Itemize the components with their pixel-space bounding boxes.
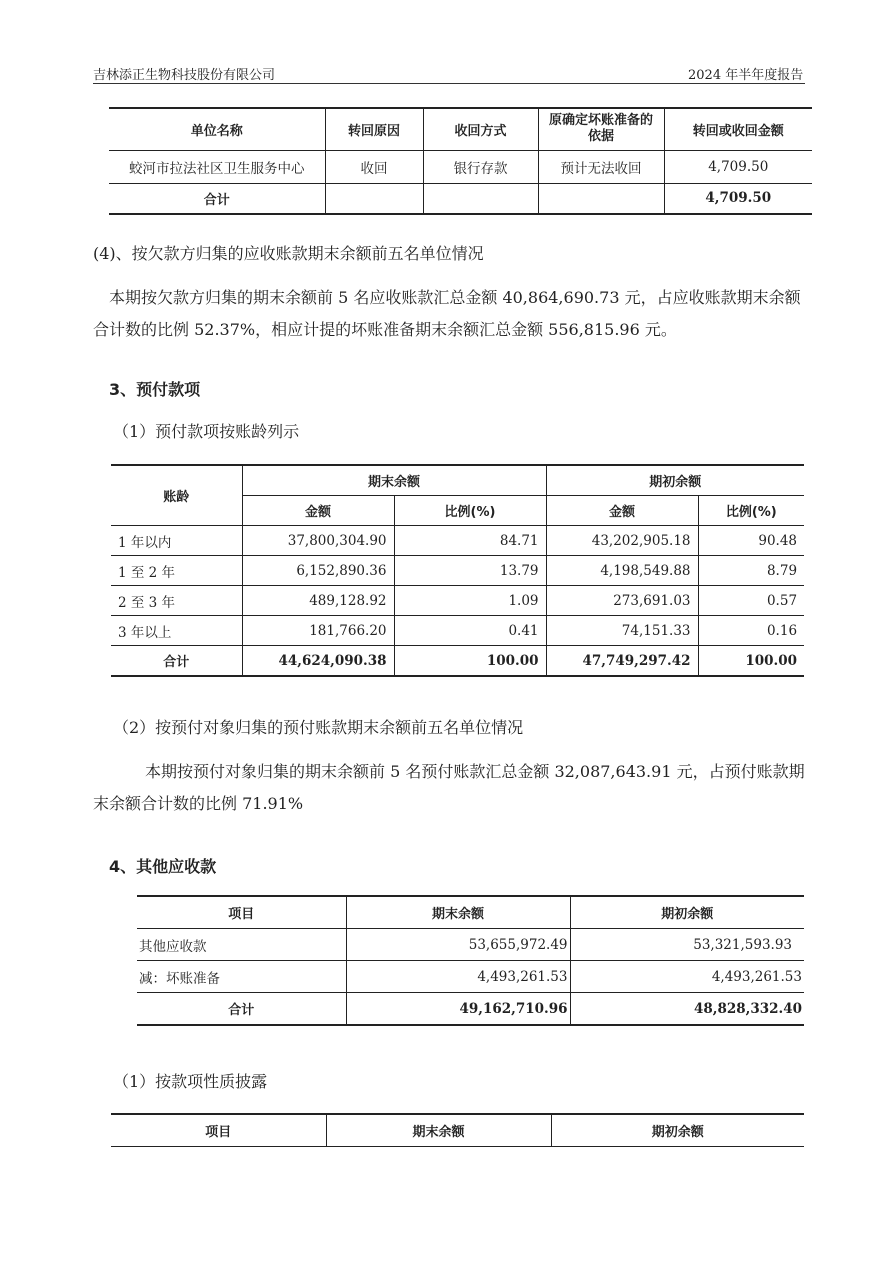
table-cell: 90.48	[698, 526, 804, 556]
table-cell: 收回	[325, 150, 423, 183]
table-cell: 84.71	[394, 526, 546, 556]
table-cell: 其他应收款	[137, 929, 346, 961]
table-cell: 43,202,905.18	[546, 526, 698, 556]
table-total-label: 合计	[109, 183, 325, 214]
other-receivables-table	[137, 895, 804, 1026]
receivables-by-nature-table	[111, 1113, 804, 1147]
table-cell: 0.57	[698, 586, 804, 616]
prepayments-aging-table	[111, 464, 804, 677]
table-cell: 0.41	[394, 616, 546, 646]
table-total-label: 合计	[111, 646, 242, 677]
section-title: (4)、按欠款方归集的应收账款期末余额前五名单位情况	[93, 244, 484, 263]
table-cell: 47,749,297.42	[546, 646, 698, 677]
table-header: 金额	[546, 496, 698, 526]
table-cell	[538, 183, 664, 214]
bad-debt-recovery-table	[109, 107, 812, 215]
subsection-title: （1）预付款项按账龄列示	[113, 422, 300, 441]
table-cell: 0.16	[698, 616, 804, 646]
table-total-row	[109, 183, 812, 214]
table-row	[109, 150, 812, 183]
table-cell: 银行存款	[423, 150, 538, 183]
table-cell: 1 年以内	[111, 526, 242, 556]
table-row	[111, 526, 804, 556]
table-cell: 减：坏账准备	[137, 961, 346, 993]
table-header	[538, 108, 664, 150]
paragraph: 本期按预付对象归集的期末余额前 5 名预付账款汇总金额 32,087,643.91 元，占预付账款期末余额合计数的比例 71.91%	[93, 762, 805, 813]
table-header: 比例(%)	[698, 496, 804, 526]
table-cell: 49,162,710.96	[346, 993, 570, 1026]
table-cell: 2 至 3 年	[111, 586, 242, 616]
header-company: 吉林添正生物科技股份有限公司	[93, 68, 276, 83]
table-cell: 1.09	[394, 586, 546, 616]
table-cell: 1 至 2 年	[111, 556, 242, 586]
table-cell: 489,128.92	[242, 586, 394, 616]
table-cell: 53,321,593.93	[570, 929, 804, 961]
table-cell: 8.79	[698, 556, 804, 586]
header-report-title: 2024 年半年度报告	[688, 68, 804, 83]
table-cell: 13.79	[394, 556, 546, 586]
table-cell: 53,655,972.49	[346, 929, 570, 961]
section-heading: 3、预付款项	[109, 380, 201, 399]
table-cell: 100.00	[745, 652, 798, 669]
table-header: 期末余额	[346, 896, 570, 929]
table-header: 账龄	[111, 465, 242, 526]
table-cell: 48,828,332.40	[693, 1000, 802, 1017]
table-cell	[423, 183, 538, 214]
table-row	[111, 556, 804, 586]
table-total-label: 合计	[137, 993, 346, 1026]
table-header: 金额	[242, 496, 394, 526]
table-header-group: 期初余额	[546, 465, 804, 496]
table-cell: 4,493,261.53	[570, 961, 804, 993]
table-header: 单位名称	[109, 108, 325, 150]
table-total-row	[111, 646, 804, 677]
table-row	[137, 961, 804, 993]
table-total-value: 4,709.50	[705, 190, 772, 207]
table-header: 期末余额	[326, 1114, 551, 1147]
paragraph: 本期按欠款方归集的期末余额前 5 名应收账款汇总金额 40,864,690.73 元，占应收账款期末余额合计数的比例 52.37%，相应计提的坏账准备期末余额汇总金额 556,815.96 元。	[93, 288, 801, 339]
table-cell: 4,709.50	[664, 150, 812, 183]
table-cell	[325, 183, 423, 214]
table-header-group: 期末余额	[242, 465, 546, 496]
table-cell: 74,151.33	[546, 616, 698, 646]
table-cell: 44,624,090.38	[242, 646, 394, 677]
table-row	[137, 929, 804, 961]
table-row	[111, 586, 804, 616]
subsection-title: （2）按预付对象归集的预付账款期末余额前五名单位情况	[113, 718, 524, 737]
table-row	[111, 616, 804, 646]
table-header: 期初余额	[570, 896, 804, 929]
table-header: 转回原因	[325, 108, 423, 150]
table-header: 转回或收回金额	[664, 108, 812, 150]
table-cell: 181,766.20	[242, 616, 394, 646]
table-cell: 6,152,890.36	[242, 556, 394, 586]
table-header: 期初余额	[651, 1125, 704, 1140]
table-header-text: 原确定坏账准备的依据	[548, 113, 653, 145]
table-cell: 蛟河市拉法社区卫生服务中心	[109, 150, 325, 183]
table-cell: 3 年以上	[111, 616, 242, 646]
table-cell: 273,691.03	[546, 586, 698, 616]
table-total-row	[137, 993, 804, 1026]
table-header: 项目	[137, 896, 346, 929]
table-cell: 37,800,304.90	[242, 526, 394, 556]
subsection-title: （1）按款项性质披露	[113, 1072, 268, 1091]
table-cell: 100.00	[394, 646, 546, 677]
table-cell: 预计无法收回	[538, 150, 664, 183]
table-header: 项目	[111, 1114, 326, 1147]
section-heading: 4、其他应收款	[109, 857, 217, 876]
table-header: 比例(%)	[394, 496, 546, 526]
header-divider	[93, 83, 805, 84]
table-cell: 4,493,261.53	[346, 961, 570, 993]
table-header: 收回方式	[423, 108, 538, 150]
table-cell: 4,198,549.88	[546, 556, 698, 586]
